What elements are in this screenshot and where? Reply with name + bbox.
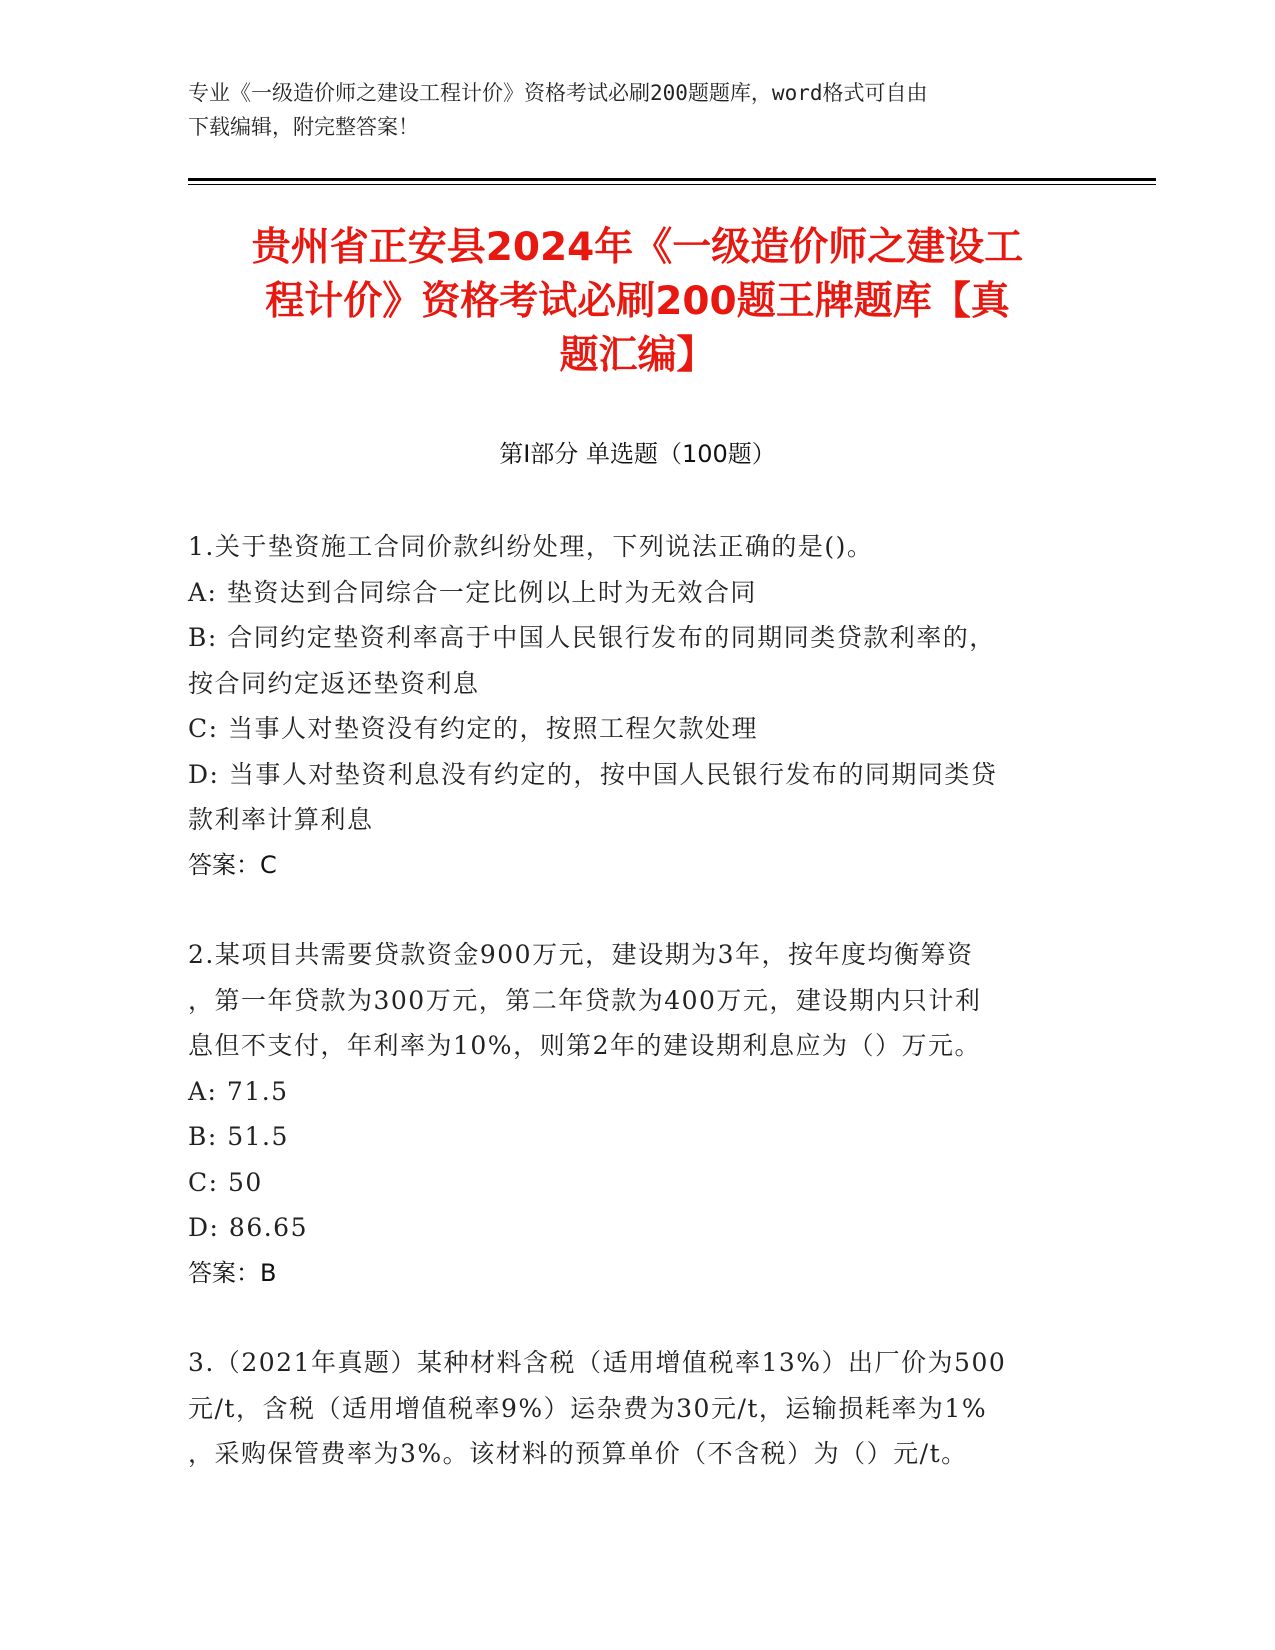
page-header — [188, 76, 1088, 144]
title-line: 程计价》资格考试必刷200题王牌题库【真 — [265, 279, 1010, 324]
option-d-continued: 款利率计算利息 — [188, 805, 374, 834]
question-list — [188, 524, 1078, 1521]
option-b: B: 51.5 — [188, 1122, 289, 1151]
question-2 — [188, 932, 1078, 1296]
question-stem-continued: 息但不支付，年利率为10%，则第2年的建设期利息应为（）万元。 — [188, 1031, 981, 1060]
section-title: 第Ⅰ部分 单选题（100题） — [499, 440, 776, 468]
question-stem: 1.关于垫资施工合同价款纠纷处理，下列说法正确的是()。 — [188, 532, 874, 561]
document-title — [170, 221, 1105, 383]
header-divider-thin — [188, 184, 1156, 185]
question-1 — [188, 524, 1078, 888]
header-line: 下载编辑，附完整答案！ — [188, 115, 419, 139]
header-divider-thick — [188, 178, 1156, 181]
option-a: A: 71.5 — [188, 1076, 289, 1106]
question-stem: 2.某项目共需要贷款资金900万元，建设期为3年，按年度均衡筹资 — [188, 940, 974, 969]
answer: 答案：B — [188, 1258, 277, 1287]
question-stem-continued: ，第一年贷款为300万元，第二年贷款为400万元，建设期内只计利 — [188, 985, 982, 1015]
option-b-continued: 按合同约定返还垫资利息 — [188, 668, 480, 698]
answer: 答案：C — [188, 850, 277, 879]
option-c: C: 当事人对垫资没有约定的，按照工程欠款处理 — [188, 714, 758, 743]
question-3 — [188, 1340, 1078, 1477]
option-c: C: 50 — [188, 1167, 263, 1197]
title-line: 贵州省正安县2024年《一级造价师之建设工 — [251, 225, 1024, 270]
question-stem: 3.（2021年真题）某种材料含税（适用增值税率13%）出厂价为500 — [188, 1348, 1007, 1377]
option-b: B: 合同约定垫资利率高于中国人民银行发布的同期同类贷款利率的， — [188, 623, 996, 652]
question-stem-continued: ，采购保管费率为3%。该材料的预算单价（不含税）为（）元/t。 — [188, 1439, 968, 1468]
title-line: 题汇编】 — [559, 333, 716, 378]
header-line: 专业《一级造价师之建设工程计价》资格考试必刷200题题库，word格式可自由 — [188, 81, 928, 105]
option-d: D: 86.65 — [188, 1213, 308, 1242]
option-a: A: 垫资达到合同综合一定比例以上时为无效合同 — [188, 577, 757, 607]
option-d: D: 当事人对垫资利息没有约定的，按中国人民银行发布的同期同类贷 — [188, 759, 998, 789]
question-stem-continued: 元/t，含税（适用增值税率9%）运杂费为30元/t，运输损耗率为1% — [188, 1393, 988, 1423]
